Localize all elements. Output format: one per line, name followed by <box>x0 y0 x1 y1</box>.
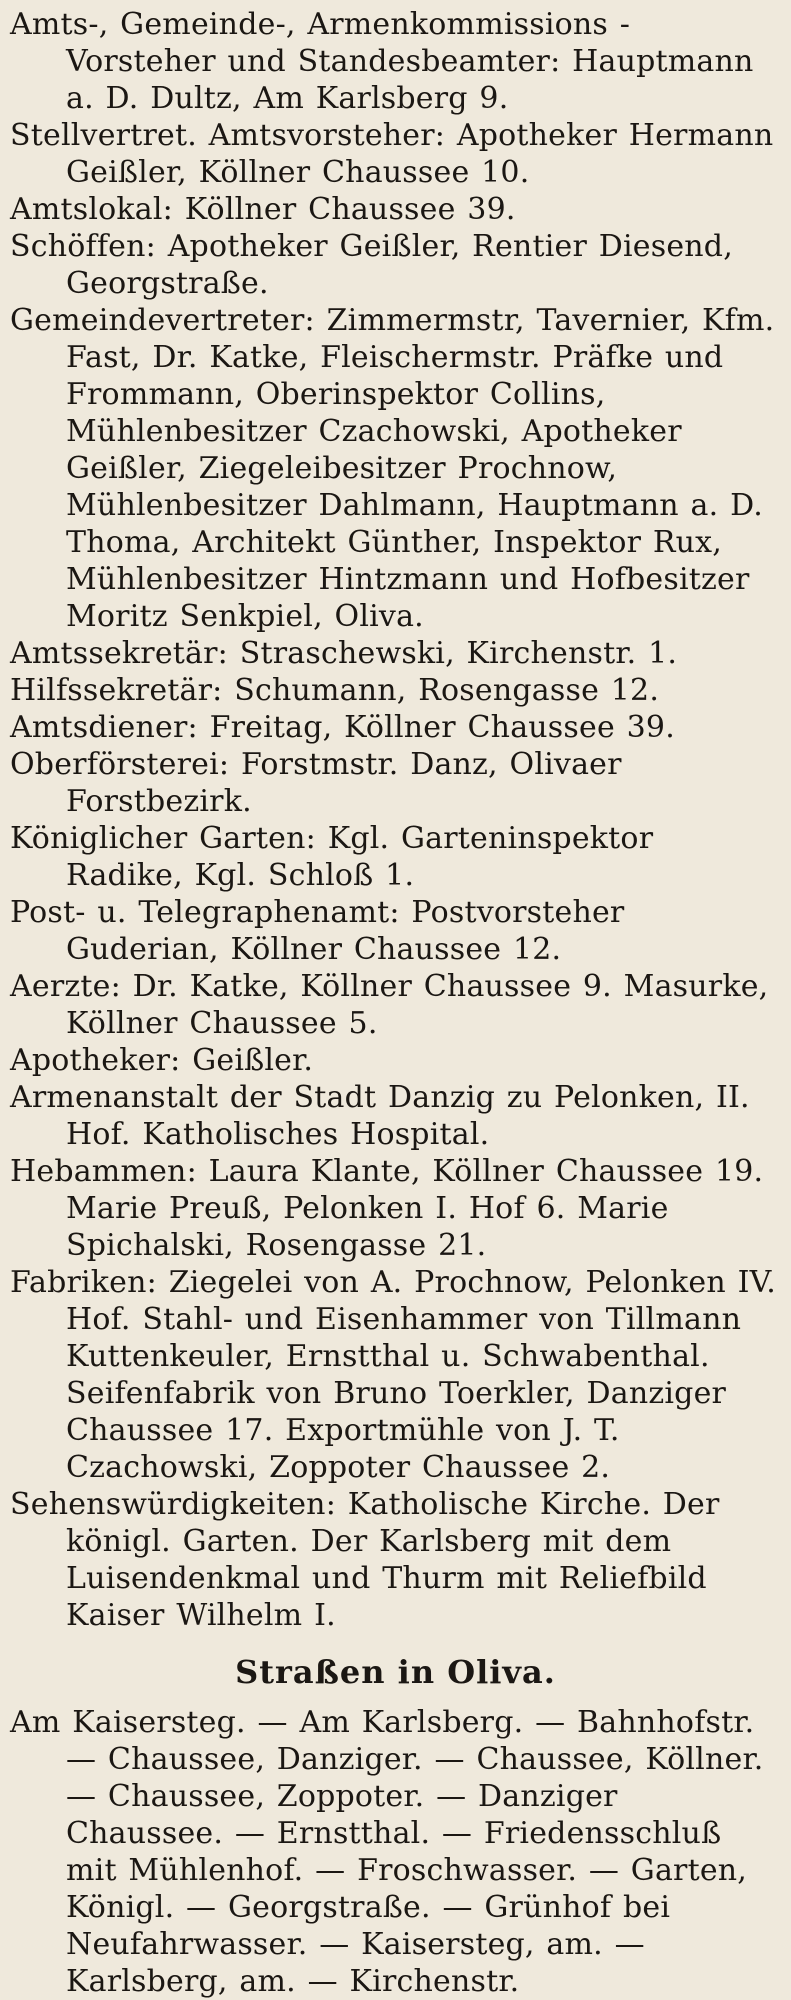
entry-sehenswuerdigkeiten <box>10 1486 781 1634</box>
entry-text: Hauptmann a. D. Dultz, Am Karlsberg 9. <box>66 44 754 116</box>
entry-label: Amts-, Gemeinde-, Armenkommissions - Vorsteher und Standesbeamter: <box>10 7 631 79</box>
entry-gemeindevertreter <box>10 302 781 635</box>
entry-label: Aerzte: <box>10 969 121 1004</box>
entry-text: Apotheker Hermann Geißler, Köllner Chaussee 10. <box>66 118 774 190</box>
entry-text: Kgl. Garteninspektor Radike, Kgl. Schloß 1. <box>66 821 654 893</box>
entry-label: Oberförsterei: <box>10 747 230 782</box>
entry-text: Geißler. <box>192 1043 314 1078</box>
entry-label: Sehenswürdigkeiten: <box>10 1487 337 1522</box>
entry-text: Dr. Katke, Köllner Chaussee 9. Masurke, Köllner Chaussee 5. <box>66 969 769 1041</box>
entry-text: Ziegelei von A. Prochnow, Pelonken IV. Hof. Stahl- und Eisenhammer von Tillmann Kuttenkeuler, Ernstthal u. Schwabenthal. Seifenfabrik von Bruno Toerkler, Danziger Chaussee 17. Exportmühle von J. T. Czachowski, Zoppoter Chaussee 2. <box>66 1265 777 1485</box>
entry-oberfoersterei <box>10 746 781 820</box>
entry-label: Hilfssekretär: <box>10 673 223 708</box>
entry-label: Gemeindevertreter: <box>10 303 315 338</box>
section-heading: Straßen in Oliva. <box>235 1653 556 1691</box>
entry-koeniglicher-garten <box>10 820 781 894</box>
entry-label: Fabriken: <box>10 1265 157 1300</box>
entry-text: Apotheker Geißler, Rentier Diesend, Georgstraße. <box>66 229 733 301</box>
entry-text: Katholisches Hospital. <box>142 1117 490 1152</box>
entry-hilfssekretaer <box>10 672 781 709</box>
entry-amtssekretaer <box>10 635 781 672</box>
entry-text: Postvorsteher Guderian, Köllner Chaussee 12. <box>66 895 625 967</box>
entry-label: Schöffen: <box>10 229 156 264</box>
entry-text: Forstmstr. Danz, Olivaer Forstbezirk. <box>66 747 622 819</box>
entry-label: Königlicher Garten: <box>10 821 316 856</box>
entry-label: Apotheker: <box>10 1043 181 1078</box>
entry-amtsdiener <box>10 709 781 746</box>
entry-label: Armenanstalt der Stadt Danzig zu Pelonken, II. Hof. <box>10 1080 750 1152</box>
entry-text: Katholische Kirche. Der königl. Garten. Der Karlsberg mit dem Luisendenkmal und Thurm mit Reliefbild Kaiser Wilhelm I. <box>66 1487 720 1633</box>
entry-hebammen <box>10 1153 781 1264</box>
entry-schoeffen <box>10 228 781 302</box>
entry-label: Amtsdiener: <box>10 710 198 745</box>
entry-text: Straschewski, Kirchenstr. 1. <box>239 636 678 671</box>
entry-amtsvorsteher <box>10 6 781 117</box>
entry-stellvertreter <box>10 117 781 191</box>
entry-label: Stellvertret. Amtsvorsteher: <box>10 118 446 153</box>
entry-armenanstalt <box>10 1079 781 1153</box>
street-list: Am Kaisersteg. — Am Karlsberg. — Bahnhofstr. — Chaussee, Danziger. — Chaussee, Köllner. — Chaussee, Zoppoter. — Danziger Chaussee. — Ernstthal. — Friedensschluß mit Mühlenhof. — Froschwasser. — Garten, Königl. — Georgstraße. — Grünhof bei Neufahrwasser. — Kaisersteg, am. — Karlsberg, am. — Kirchenstr. <box>10 1705 764 1999</box>
entry-apotheker <box>10 1042 781 1079</box>
entry-postamt <box>10 894 781 968</box>
entry-label: Hebammen: <box>10 1154 197 1189</box>
entry-amtslokal <box>10 191 781 228</box>
entry-text: Schumann, Rosengasse 12. <box>234 673 660 708</box>
entry-text: Köllner Chaussee 39. <box>184 192 516 227</box>
entry-label: Amtssekretär: <box>10 636 228 671</box>
entry-label: Amtslokal: <box>10 192 173 227</box>
entry-fabriken <box>10 1264 781 1486</box>
entry-label: Post- u. Telegraphenamt: <box>10 895 400 930</box>
entry-text: Laura Klante, Köllner Chaussee 19. Marie Preuß, Pelonken I. Hof 6. Marie Spichalski, Rosengasse 21. <box>66 1154 764 1263</box>
entry-aerzte <box>10 968 781 1042</box>
entry-text: Freitag, Köllner Chaussee 39. <box>209 710 675 745</box>
entry-text: Zimmermstr, Tavernier, Kfm. Fast, Dr. Katke, Fleischermstr. Präfke und Frommann, Oberinspektor Collins, Mühlenbesitzer Czachowski, Apotheker Geißler, Ziegeleibesitzer Prochnow, Mühlenbesitzer Dahlmann, Hauptmann a. D. Thoma, Architekt Günther, Inspektor Rux, Mühlenbesitzer Hintzmann und Hofbesitzer Moritz Senkpiel, Oliva. <box>66 303 775 634</box>
